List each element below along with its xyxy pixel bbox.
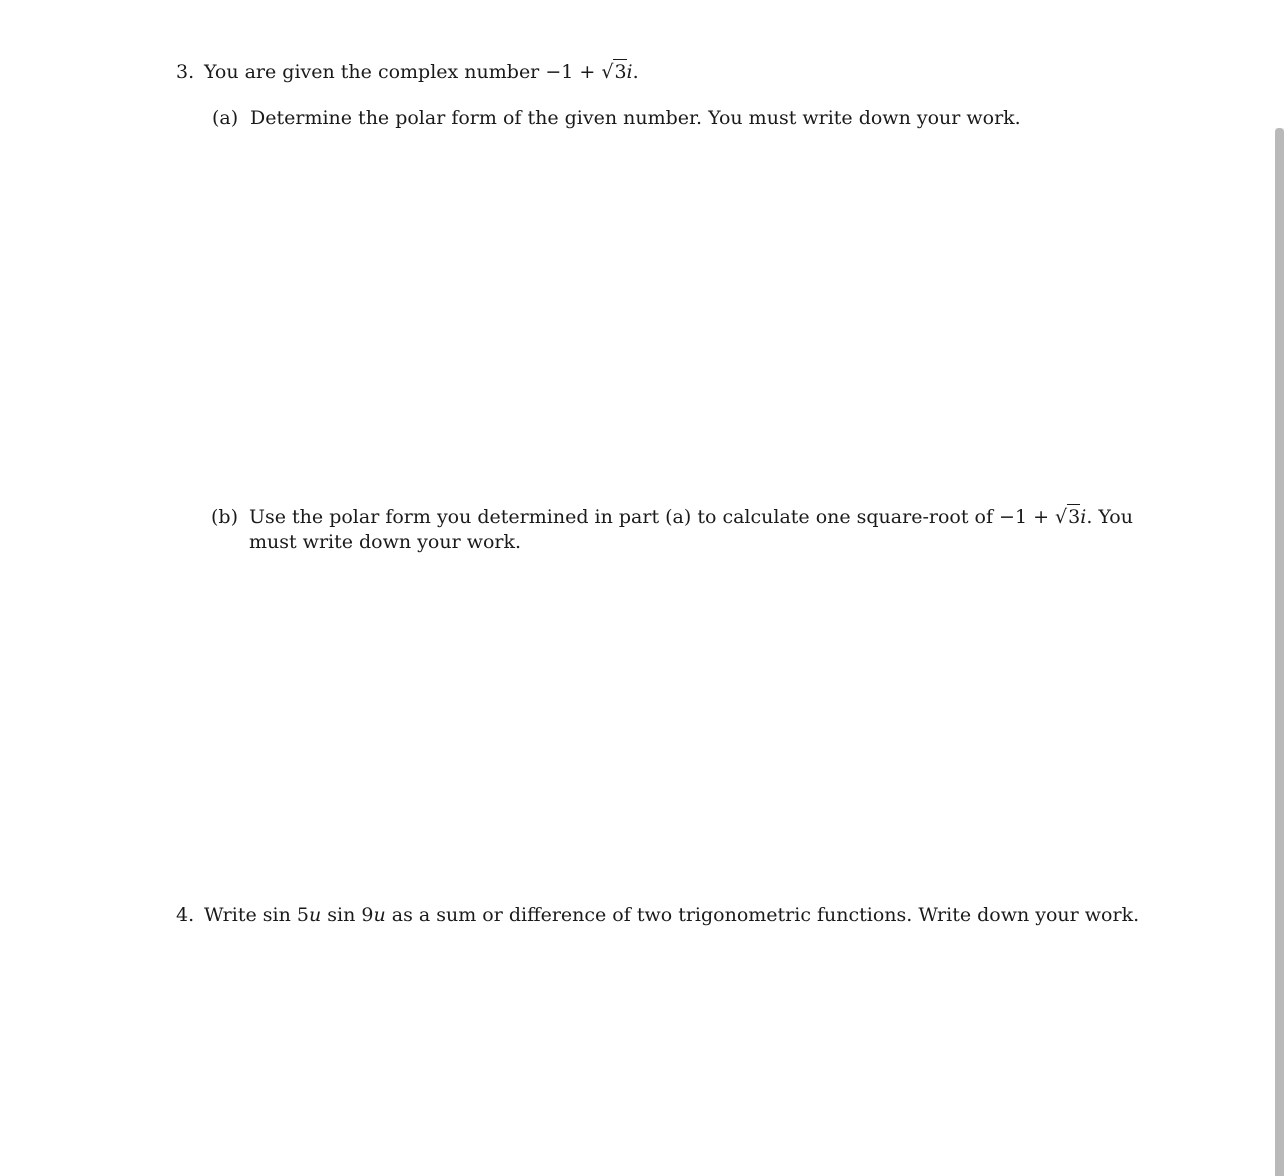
- trig-expression: [263, 904, 386, 926]
- question-text: You are given the complex number: [204, 61, 546, 83]
- part-label: (a): [212, 107, 239, 129]
- scrollbar-thumb[interactable]: [1275, 128, 1284, 1176]
- variable-u: u: [373, 904, 386, 926]
- sqrt-expression: √3: [601, 61, 627, 83]
- complex-number: [999, 506, 1086, 528]
- question-text: Write: [204, 904, 263, 926]
- question-text-end: as a sum or difference of two trigonometric functions. Write down your work.: [385, 904, 1140, 926]
- variable-u: u: [308, 904, 322, 926]
- expr-prefix: −1 +: [999, 506, 1056, 528]
- question-3: [176, 60, 639, 85]
- expr-prefix: −1 +: [545, 61, 602, 83]
- part-text-continuation: must write down your work.: [249, 531, 522, 553]
- trig-term-2: sin 9: [321, 904, 374, 926]
- sentence-end: .: [632, 61, 639, 83]
- question-4: [176, 903, 1139, 928]
- complex-number: [545, 61, 632, 83]
- question-3-part-b-continuation: [249, 530, 521, 555]
- imaginary-unit: i: [626, 61, 633, 83]
- question-number: 4.: [176, 904, 195, 926]
- part-text-end: . You: [1086, 506, 1133, 528]
- question-3-part-b: [211, 505, 1133, 530]
- part-text: Determine the polar form of the given number. You must write down your work.: [250, 107, 1021, 129]
- imaginary-unit: i: [1080, 506, 1087, 528]
- sqrt-argument: 3: [1068, 506, 1081, 528]
- trig-term-1: sin 5: [262, 904, 309, 926]
- part-label: (b): [211, 506, 238, 528]
- sqrt-expression: √3: [1055, 506, 1081, 528]
- sqrt-argument: 3: [614, 61, 627, 83]
- question-number: 3.: [176, 61, 195, 83]
- question-3-part-a: [212, 106, 1021, 131]
- part-text: Use the polar form you determined in part (a) to calculate one square-root of: [249, 506, 1000, 528]
